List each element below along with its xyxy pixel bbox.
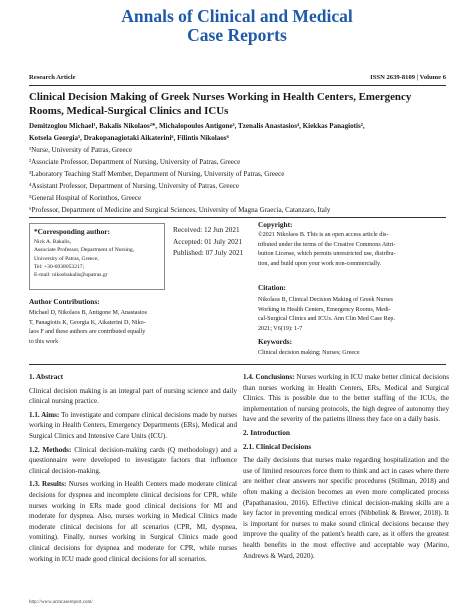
info-divider [29,217,446,218]
aims-text: To investigate and compare clinical decisions made by nurses working in Health Centers, Emergency Departments (ERs), Medical and Surgical Clinics and Intensive Care Units (ICU). [29,410,238,440]
contributions-line: Michael D, Nikolaos B, Antigone M, Anastasios [29,310,147,316]
affiliation-item: ¹Nurse, University of Patras, Greece [29,146,132,154]
corresponding-author-box [29,223,165,290]
journal-title-line1: Annals of Clinical and Medical [121,6,353,26]
issn-volume: ISSN 2639-8109 | Volume 6 [370,74,446,81]
contributions-line: T, Panagiotis K, Georgia K, Aikaterini D, Niko- [29,319,146,326]
citation-line: Working in Health Centers, Emergency Rooms, Medi- [258,306,391,313]
keywords-text: Clinical decision making; Nurses; Greece [258,350,360,356]
author-line2: Kotsela Georgia⁵, Drakopanagiotaki Aikaterini⁶, Filintis Nikolaos⁶ [29,133,229,142]
copyright-line: ©2021 Nikolaos B. This is an open access article dis- [258,232,389,238]
introduction-heading: 2. Introduction [243,427,290,437]
published-date: Published: 07 July 2021 [173,248,244,257]
citation-line: Nikolaos B, Clinical Decision Making of Greek Nurses [258,297,394,303]
conclusions-text: Nurses working in ICU make better clinical decisions than nurses working in Health Centers, ERs, Medical and Surgical Clinics. This is possible due to the better staffing of the ICUs, the implementation of nursing protocols, the high degree of autonomy they have and the severity of the patietns illness they face on a daily basis. [243,373,449,424]
abstract-conclusions [243,372,449,425]
article-dates [173,224,243,259]
journal-title-line2: Case Reports [187,25,287,45]
contributions-line: to this work [29,339,59,346]
author-line1: Demitzoglou Michael¹, Bakalis Nikolaos²*, Michalopoulos Antigone³, Tzenalis Anastasios⁴, Kiekkas Panagiotis², [29,122,365,130]
results-text: Nurses working in Health Centers made moderate clinical decisions for dyspnea and incomplete clinical decisions for CPR, while nurses working in ERs made good clinical decisions for MI and moderate for dyspnea. Also, nurses working in Medical Clinics made moderate clinical decisions for all scenarios (CPR, MI, dyspnea, vomiting). Finally, nurses working in Surgical Clinics made good clinical decisions for dyspnea and moderate for CPR, while nurses working in ICU made good clinical decisions for all scenarios. [29,480,237,563]
affiliation-item: ²Associate Professor, Department of Nursing, University of Patras, Greece [29,158,241,166]
corresponding-author-line: Nick A. Bakalis, [34,239,71,245]
keywords-heading: Keywords: [258,337,293,346]
right-column [243,372,449,564]
corresponding-author-email[interactable]: E-mail: nikosbakalis@upatras.gr [34,272,108,279]
paper-title-line2: Rooms, Medical-Surgical Clinics and ICUs [29,105,229,117]
abstract-results [29,479,237,564]
copyright-heading: Copyright: [258,220,293,229]
introduction-text: The daily decisions that nurses make regarding hospitalization and the use of limited resources force them to think and act in cases where there are neither clear answers nor specific procedures (Stillman, 2018) and often making a decision becomes an even more complicated process (Papathanasiou, 2016). Effective clinical decision-making skills are a key factor in preventing medical errors (Nibbelink & Brewer, 2018). It is important for nurses to make sound clinical decisions because they improve the quality of the patient's health care, as it offers the greatest health benefits in the most effective and acceptable way (Marino, Andrews & Ward, 2020). [243,456,449,560]
header-divider [29,85,446,86]
affiliation-item: ³Laboratory Teaching Staff Member, Department of Nursing, University of Patras, Greece [29,170,285,178]
citation-text [258,296,448,334]
copyright-text [258,231,448,270]
contributions-text [29,309,169,348]
clinical-decisions-heading: 2.1. Clinical Decisions [243,441,312,451]
author-list [29,121,449,144]
methods-label: 1.2. Methods: [29,445,72,454]
paper-title-line1: Clinical Decision Making of Greek Nurses Working in Health Centers, Emergency [29,91,412,103]
affiliation-item: ⁴Assistant Professor, Department of Nursing, University of Patras, Greece [29,182,240,190]
accepted-date: Accepted: 01 July 2021 [173,236,243,246]
affiliation-list [29,144,449,216]
citation-heading: Citation: [258,283,286,292]
abstract-aims [29,410,237,442]
results-label: 1.3. Results: [29,480,67,489]
abstract-methods [29,445,237,477]
abstract-heading: 1. Abstract [29,372,64,381]
left-column [29,372,237,567]
journal-title [0,7,474,45]
corresponding-author-heading: *Corresponding author: [34,227,110,236]
methods-text: Clinical decision-making cards (Q methodology) and a questionnaire were developed to investigate factors that influence clinical decision-making. [29,445,237,475]
citation-line: 2021; V6(19): 1-7 [258,325,303,332]
body-divider [29,364,446,365]
contributions-heading: Author Contributions: [29,297,100,306]
conclusions-label: 1.4. Conclusions: [243,373,295,381]
paper-title [29,90,449,118]
citation-line: cal-Surgical Clinics and ICUs. Ann Clin Med Case Rep. [258,316,395,323]
received-date: Received: 12 Jun 2021 [173,225,240,234]
affiliation-item: ⁶Professor, Department of Medicine and Surgical Sciences, University of Magna Graecia, Catanzaro, Italy [29,206,331,214]
aims-label: 1.1. Aims: [29,410,60,419]
affiliation-item: ⁵General Hospital of Korinthos, Greece [29,194,142,202]
copyright-line: tributed under the terms of the Creative Commons Attri- [258,241,396,248]
corresponding-author-line: University of Patras, Greece, [34,255,99,262]
article-type: Research Article [29,74,76,81]
contributions-line: laos F and these authors are contributed equally [29,329,146,336]
footer-url[interactable]: http://www.acmcasereport.com/ [29,600,93,605]
copyright-line: tion, and build upon your work non-commercially. [258,261,382,268]
corresponding-author-line: Associate Professor, Department of Nursing, [34,247,135,254]
copyright-line: bution License, which permits unrestricted use, distribu- [258,251,396,258]
corresponding-author-line: Tel: +30-6938053217; [34,263,85,270]
abstract-intro: Clinical decision making is an integral part of nursing science and daily clinical nursing practice. [29,386,237,406]
